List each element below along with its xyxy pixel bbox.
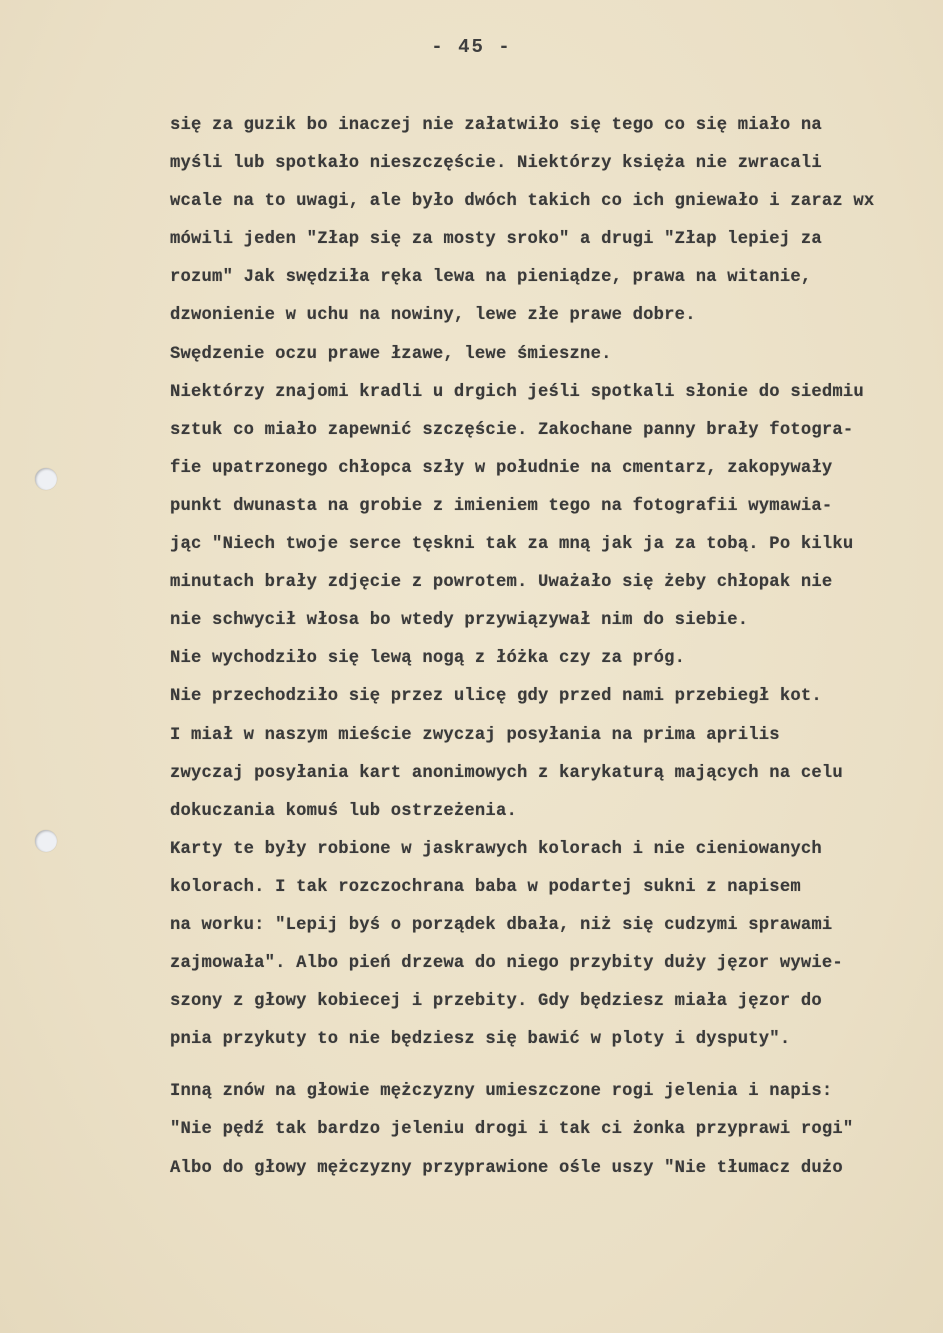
text-line: sztuk co miało zapewnić szczęście. Zakochane panny brały fotogra- [170,420,854,440]
text-line: dokuczania komuś lub ostrzeżenia. [170,801,517,821]
text-line: wcale na to uwagi, ale było dwóch takich co ich gniewało i zaraz wx [170,192,875,212]
text-line: dzwonienie w uchu na nowiny, lewe złe prawe dobre. [170,306,696,326]
text-line: fie upatrzonego chłopca szły w południe na cmentarz, zakopywały [170,458,833,478]
text-line: I miał w naszym mieście zwyczaj posyłania na prima aprilis [170,725,780,745]
text-line: minutach brały zdjęcie z powrotem. Uważało się żeby chłopak nie [170,573,833,593]
text-line: rozum" Jak swędziła ręka lewa na pieniądze, prawa na witanie, [170,268,812,288]
text-line: pnia przykuty to nie będziesz się bawić w ploty i dysputy". [170,1030,791,1050]
text-line: zwyczaj posyłania kart anonimowych z karykaturą mających na celu [170,763,843,783]
text-line: myśli lub spotkało nieszczęście. Niektórzy księża nie zwracali [170,154,822,174]
text-line: jąc "Niech twoje serce tęskni tak za mną jak ja za tobą. Po kilku [170,535,854,555]
text-line: kolorach. I tak rozczochrana baba w podartej sukni z napisem [170,877,801,897]
typewritten-body [170,112,940,1193]
text-line: Inną znów na głowie mężczyzny umieszczone rogi jelenia i napis: [170,1082,833,1102]
text-line: nie schwycił włosa bo wtedy przywiązywał nim do siebie. [170,611,749,631]
text-line: szony z głowy kobiecej i przebity. Gdy będziesz miała jęzor do [170,992,822,1012]
punch-hole [35,830,57,852]
text-line: Albo do głowy mężczyzny przyprawione ośle uszy "Nie tłumacz dużo [170,1158,843,1178]
text-line: Nie wychodziło się lewą nogą z łóżka czy za próg. [170,649,686,669]
text-line: zajmowała". Albo pień drzewa do niego przybity duży jęzor wywie- [170,954,843,974]
paragraph-gap [170,1064,940,1078]
text-line: na worku: "Lepij byś o porządek dbała, niż się cudzymi sprawami [170,915,833,935]
text-line: mówili jeden "Złap się za mosty sroko" a drugi "Złap lepiej za [170,230,822,250]
text-line: "Nie pędź tak bardzo jeleniu drogi i tak ci żonka przyprawi rogi" [170,1120,854,1140]
text-line: się za guzik bo inaczej nie załatwiło się tego co się miało na [170,116,822,135]
page-number: - 45 - [431,36,512,58]
punch-hole [35,468,57,490]
text-line: punkt dwunasta na grobie z imieniem tego na fotografii wymawia- [170,496,833,516]
text-line: Swędzenie oczu prawe łzawe, lewe śmieszne. [170,344,612,364]
text-line: Nie przechodziło się przez ulicę gdy przed nami przebiegł kot. [170,687,822,707]
text-line: Niektórzy znajomi kradli u drgich jeśli spotkali słonie do siedmiu [170,382,864,402]
text-line: Karty te były robione w jaskrawych kolorach i nie cieniowanych [170,839,822,859]
